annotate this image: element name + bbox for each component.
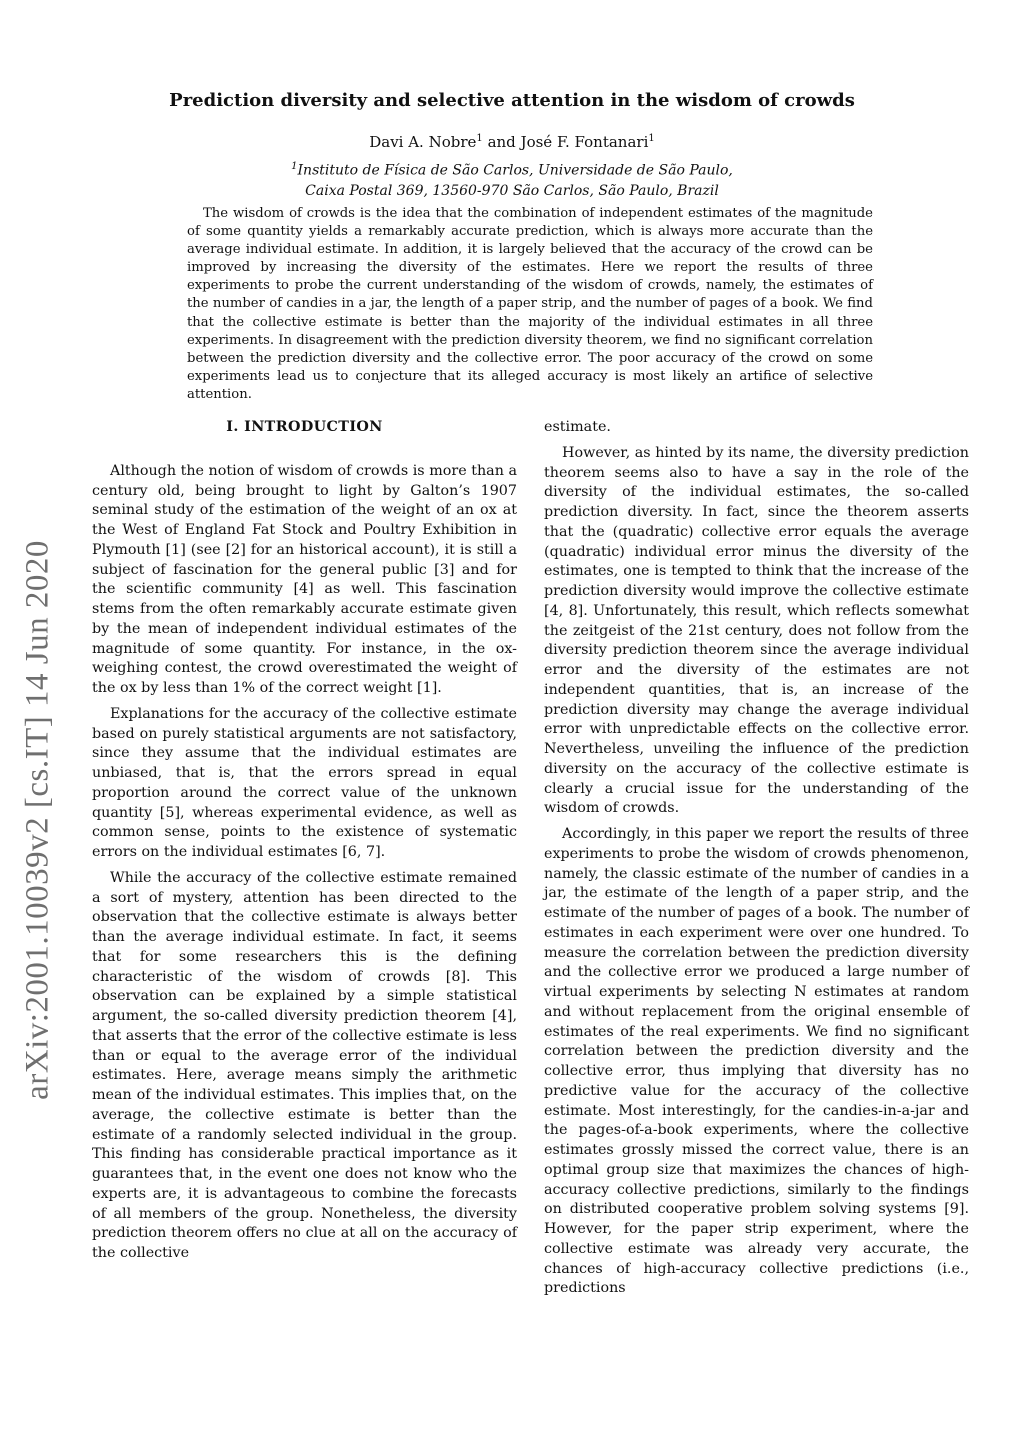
affiliation-line: Instituto de Física de São Carlos, Universidade de São Paulo, [297, 162, 733, 179]
right-column [544, 418, 969, 1305]
paragraph: Explanations for the accuracy of the collective estimate based on purely statistical arguments are not satisfactory, since they assume that the individual estimates are unbiased, that is, that the errors spread in equal proportion around the correct value of the unknown quantity [5], whereas experimental evidence, as well as common sense, points to the existence of systematic errors on the individual estimates [6, 7]. [92, 705, 517, 860]
affiliation-marker: 1 [648, 133, 655, 144]
affiliation [0, 157, 1024, 201]
author-name: Davi A. Nobre [369, 133, 477, 151]
affiliation-marker: 1 [291, 161, 298, 172]
abstract-text: The wisdom of crowds is the idea that the combination of independent estimates of the magnitude of some quantity yields a remarkably accurate prediction, which is always more accurate than the average individual estimate. In addition, it is largely believed that the accuracy of the crowd can be improved by increasing the diversity of the estimates. Here we report the results of three experiments to probe the current understanding of the wisdom of crowds, namely, the estimates of the number of candies in a jar, the length of a paper strip, and the number of pages of a book. We find that the collective estimate is better than the majority of the individual estimates in all three experiments. In disagreement with the prediction diversity theorem, we find no significant correlation between the prediction diversity and the collective error. The poor accuracy of the crowd on some experiments lead us to conjecture that its alleged accuracy is most likely an artifice of selective attention. [187, 206, 873, 402]
paper-title: Prediction diversity and selective attention in the wisdom of crowds [169, 90, 855, 111]
author-list [0, 133, 1024, 151]
author-conjunction: and [487, 133, 516, 151]
paragraph: While the accuracy of the collective estimate remained a sort of mystery, attention has been directed to the observation that the collective estimate is always better than the average individual estimate. In fact, it seems that for some researchers this is the defining characteristic of the wisdom of crowds [8]. This observation can be explained by a simple statistical argument, the so-called diversity prediction theorem [4], that asserts that the error of the collective estimate is less than or equal to the average error of the individual estimates. Here, average means simply the arithmetic mean of the individual estimates. This implies that, on the average, the collective estimate is better than the estimate of a randomly selected individual in the group. This finding has considerable practical importance as it guarantees that, in the event one does not know who the experts are, it is advantageous to combine the forecasts of all members of the group. Nonetheless, the diversity prediction theorem offers no clue at all on the accuracy of the collective [92, 869, 517, 1261]
paragraph: Accordingly, in this paper we report the results of three experiments to probe the wisdom of crowds phenomenon, namely, the classic estimate of the number of candies in a jar, the estimate of the length of a paper strip, and the estimate of the number of pages of a book. The number of estimates in each experiment were over one hundred. To measure the correlation between the prediction diversity and the collective error we produced a large number of virtual experiments by selecting N estimates at random and without replacement from the original ensemble of estimates of the real experiments. We find no significant correlation between the prediction diversity and the collective error, thus implying that diversity has no predictive value for the accuracy of the collective estimate. Most interestingly, for the candies-in-a-jar and the pages-of-a-book experiments, where the collective estimates grossly missed the correct value, there is an optimal group size that maximizes the chances of high-accuracy collective predictions, similarly to the findings on distributed cooperative problem solving systems [9]. However, for the paper strip experiment, where the collective estimate was already very accurate, the chances of high-accuracy collective predictions (i.e., predictions [544, 826, 969, 1297]
arxiv-identifier-stamp [10, 470, 66, 1170]
affiliation-line: Caixa Postal 369, 13560-970 São Carlos, São Paulo, Brazil [305, 182, 719, 199]
paragraph: However, as hinted by its name, the diversity prediction theorem seems also to have a say in the role of the diversity of the individual estimates, the so-called prediction diversity. In fact, since the theorem asserts that the (quadratic) collective error equals the average (quadratic) individual error minus the diversity of the estimates, one is tempted to think that the increase of the prediction diversity would improve the collective estimate [4, 8]. Unfortunately, this result, which reflects somewhat the zeitgeist of the 21st century, does not follow from the diversity prediction theorem since the average individual error and the diversity of the estimates are not independent quantities, that is, an increase of the prediction diversity may change the average individual error with unpredictable effects on the collective error. Nevertheless, unveiling the influence of the prediction diversity on the accuracy of the collective estimate is clearly a crucial issue for the understanding of the wisdom of crowds. [544, 444, 969, 817]
section-heading: I. INTRODUCTION [226, 419, 383, 435]
paragraph-continuation: estimate. [544, 419, 611, 435]
paragraph: Although the notion of wisdom of crowds is more than a century old, being brought to light by Galton’s 1907 seminal study of the estimation of the weight of an ox at the West of England Fat Stock and Poultry Exhibition in Plymouth [1] (see [2] for an historical account), it is still a subject of fascination for the general public [3] and for the scientific community [4] as well. This fascination stems from the often remarkably accurate estimate given by the mean of independent individual estimates of the magnitude of some quantity. For instance, in the ox-weighing contest, the crowd overestimated the weight of the ox by less than 1% of the correct weight [1]. [92, 462, 517, 696]
left-column [92, 418, 517, 1270]
affiliation-marker: 1 [476, 133, 483, 144]
arxiv-identifier-text: arXiv:2001.10039v2 [cs.IT] 14 Jun 2020 [19, 540, 56, 1100]
abstract [187, 205, 873, 404]
author-name: José F. Fontanari [520, 133, 649, 151]
